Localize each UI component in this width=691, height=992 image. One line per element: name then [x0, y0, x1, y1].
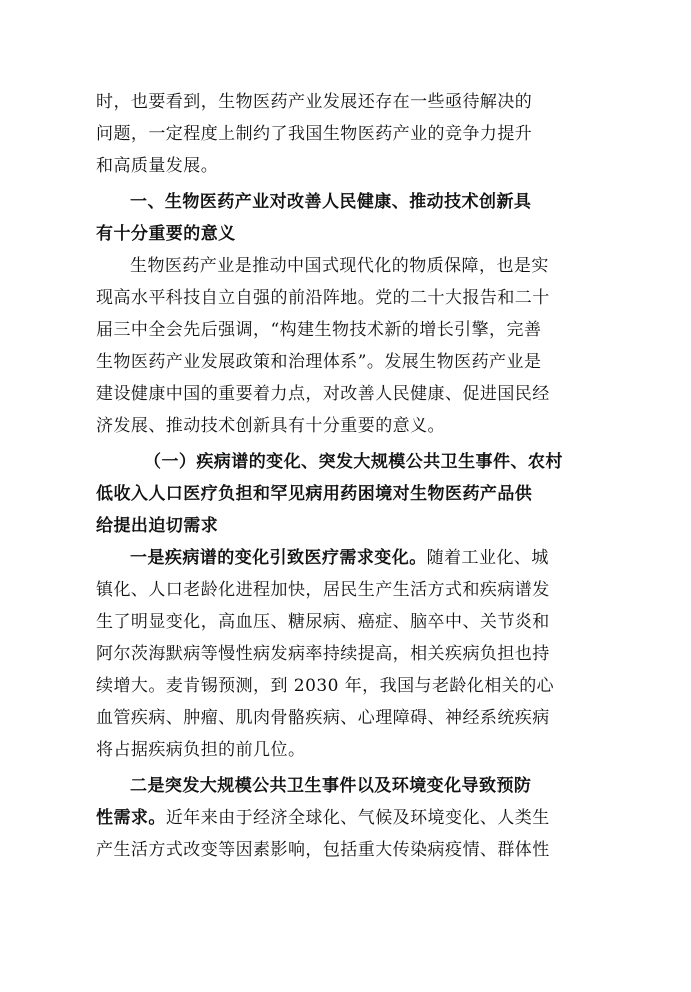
body-line: 届三中全会先后强调，“构建生物技术新的增长引擎，完善 — [96, 320, 542, 340]
body-line: 产生活方式改变等因素影响，包括重大传染病疫情、群体性 — [96, 840, 550, 860]
body-line: 现高水平科技自立自强的前沿阵地。党的二十大报告和二十 — [96, 288, 550, 308]
section-heading-1: 一、生物医药产业对改善人民健康、推动技术创新具 — [130, 192, 532, 212]
subsection-heading-1-cont: 低收入人口医疗负担和罕见病用药困境对生物医药产品供 — [96, 484, 533, 504]
body-line: 续增大。麦肯锡预测，到 2030 年，我国与老龄化相关的心 — [96, 676, 555, 696]
subsection-heading-1: （一）疾病谱的变化、突发大规模公共卫生事件、农村 — [144, 452, 563, 472]
body-line: 生物医药产业是推动中国式现代化的物质保障，也是实 — [130, 256, 549, 276]
lead-phrase: 性需求。 — [96, 808, 166, 828]
body-line: 生物医药产业发展政策和治理体系”。发展生物医药产业是 — [96, 352, 542, 372]
paragraph-line — [96, 542, 596, 574]
body-line: 问题，一定程度上制约了我国生物医药产业的竞争力提升 — [96, 124, 533, 144]
body-text: 近年来由于经济全球化、气候及环境变化、人类生 — [165, 808, 550, 828]
body-line: 济发展、推动技术创新具有十分重要的意义。 — [96, 416, 445, 436]
document-body — [96, 86, 596, 866]
subsection-heading-1-cont: 给提出迫切需求 — [96, 516, 219, 536]
lead-phrase: 一是疾病谱的变化引致医疗需求变化。 — [130, 548, 427, 568]
body-line: 将占据疾病负担的前几位。 — [96, 740, 306, 760]
body-line: 镇化、人口老龄化进程加快，居民生产生活方式和疾病谱发 — [96, 580, 550, 600]
body-line: 阿尔茨海默病等慢性病发病率持续提高，相关疾病负担也持 — [96, 644, 550, 664]
body-text: 随着工业化、城 — [426, 548, 549, 568]
body-line: 和高质量发展。 — [96, 156, 219, 176]
body-line: 生了明显变化，高血压、糖尿病、癌症、脑卒中、关节炎和 — [96, 612, 550, 632]
section-heading-1-cont: 有十分重要的意义 — [96, 224, 236, 244]
body-line: 建设健康中国的重要着力点，对改善人民健康、促进国民经 — [96, 384, 550, 404]
paragraph-line — [96, 802, 596, 834]
lead-phrase: 二是突发大规模公共卫生事件以及环境变化导致预防 — [130, 776, 532, 796]
body-line: 血管疾病、肿瘤、肌肉骨骼疾病、心理障碍、神经系统疾病 — [96, 708, 550, 728]
body-line: 时，也要看到，生物医药产业发展还存在一些亟待解决的 — [96, 92, 533, 112]
